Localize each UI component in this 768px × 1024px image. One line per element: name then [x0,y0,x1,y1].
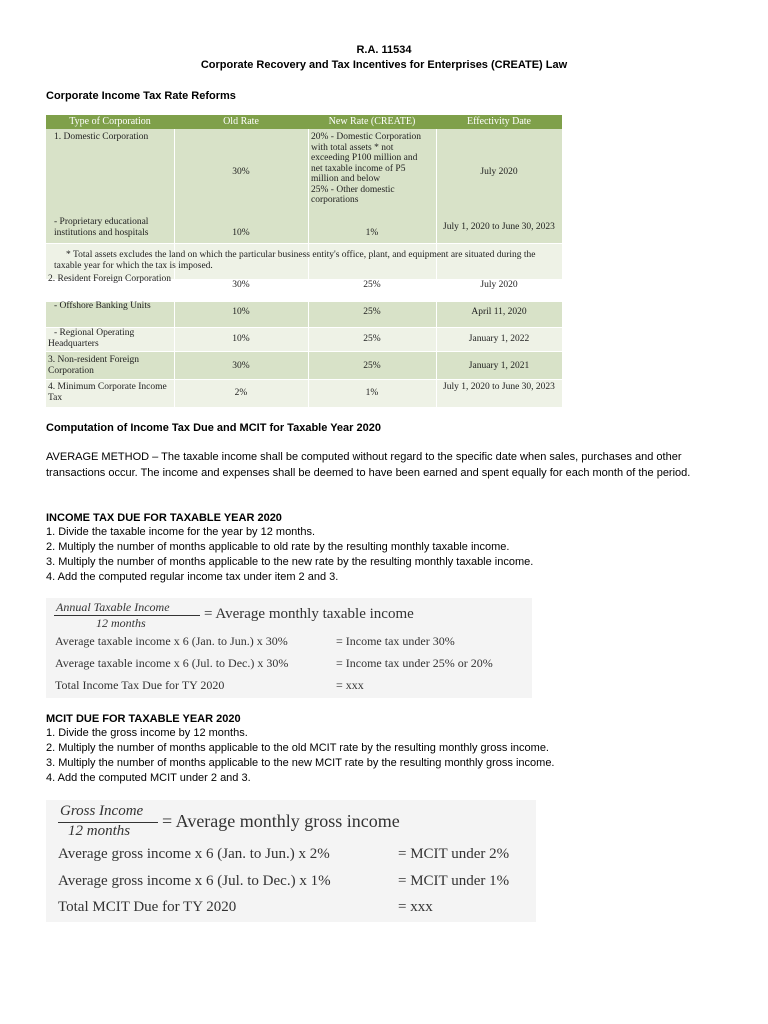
row7-type: 4. Minimum Corporate Income Tax [48,382,167,403]
income-tax-line2-left: Average taxable income x 6 (Jul. to Dec.) x 30% [55,656,289,670]
law-title: Corporate Recovery and Tax Incentives for Enterprises (CREATE) Law [200,59,568,71]
row1-type: 1. Domestic Corporation [54,132,149,142]
col-header-new-label: New Rate (CREATE) [308,115,436,129]
mcit-formula-panel [46,800,536,922]
table-footnote: * Total assets excludes the land on which the particular business entity's office, plant, and equipment are situated during the taxable year for which the tax is imposed. [54,250,536,271]
income-tax-line3-left: Total Income Tax Due for TY 2020 [55,678,225,692]
row1-new: 20% - Domestic Corporation with total assets * not exceeding P100 million and net taxable income of P5 million and below 25% - Other domestic corporations [311,132,422,205]
row5-type: - Regional Operating Headquarters [48,328,135,349]
mcit-fraction-result: = Average monthly gross income [162,811,400,831]
income-tax-line1-left: Average taxable income x 6 (Jan. to Jun.) x 30% [55,634,288,648]
row6-old: 30% [232,361,250,371]
row4-type: - Offshore Banking Units [54,301,151,311]
income-tax-line3-right: = xxx [336,678,364,692]
mcit-title: MCIT DUE FOR TAXABLE YEAR 2020 [46,713,241,725]
income-tax-line2-right: = Income tax under 25% or 20% [336,656,493,670]
row6-date: January 1, 2021 [468,361,530,371]
mcit-step-2: 2. Multiply the number of months applicable to the old MCIT rate by the resulting monthly gross income. [46,742,549,754]
row4-old: 10% [232,307,250,317]
section-title-rate-reforms: Corporate Income Tax Rate Reforms [46,90,236,102]
row3-old: 30% [232,280,250,290]
row2-old: 10% [232,228,250,238]
row4-date: April 11, 2020 [471,307,527,317]
income-tax-step-4: 4. Add the computed regular income tax under item 2 and 3. [46,571,339,583]
mcit-line1-right: = MCIT under 2% [398,846,510,862]
row6-new: 25% [363,361,381,371]
col-header-old-label: Old Rate [174,115,308,129]
mcit-fraction-numerator: Gross Income [60,803,144,819]
mcit-fraction-denominator: 12 months [68,823,131,839]
row3-new: 25% [363,280,381,290]
row2-date: July 1, 2020 to June 30, 2023 [443,222,555,232]
section-title-computation: Computation of Income Tax Due and MCIT for Taxable Year 2020 [46,422,381,434]
mcit-step-1: 1. Divide the gross income by 12 months. [46,727,248,739]
row3-type: 2. Resident Foreign Corporation [48,274,171,284]
income-tax-fraction-numerator: Annual Taxable Income [56,600,170,614]
row7-date: July 1, 2020 to June 30, 2023 [443,382,555,392]
row1-date: July 2020 [480,167,518,177]
row1-old: 30% [232,167,250,177]
row7-old: 2% [234,388,248,398]
income-tax-step-2: 2. Multiply the number of months applicable to old rate by the resulting monthly taxable income. [46,541,510,553]
mcit-line3-left: Total MCIT Due for TY 2020 [58,899,237,915]
income-tax-line1-right: = Income tax under 30% [336,634,455,648]
mcit-step-4: 4. Add the computed MCIT under 2 and 3. [46,772,251,784]
mcit-line1-left: Average gross income x 6 (Jan. to Jun.) x 2% [58,846,330,862]
mcit-step-3: 3. Multiply the number of months applicable to the new MCIT rate by the resulting monthly gross income. [46,757,555,769]
row5-date: January 1, 2022 [468,334,530,344]
income-tax-fraction-denominator: 12 months [96,616,146,630]
mcit-line3-right: = xxx [398,899,433,915]
row6-type: 3. Non-resident Foreign Corporation [48,355,140,376]
col-header-type-label: Type of Corporation [46,115,174,129]
mcit-line2-left: Average gross income x 6 (Jul. to Dec.) x 1% [58,873,331,889]
mcit-line2-right: = MCIT under 1% [398,873,510,889]
income-tax-fraction-result: = Average monthly taxable income [204,606,414,622]
income-tax-step-3: 3. Multiply the number of months applicable to the new rate by the resulting monthly taxable income. [46,556,534,568]
income-tax-step-1: 1. Divide the taxable income for the year by 12 months. [46,526,316,538]
row5-old: 10% [232,334,250,344]
col-header-date-label: Effectivity Date [436,115,562,129]
income-tax-formula-panel [46,598,532,698]
row4-new: 25% [363,307,381,317]
row2-type: - Proprietary educational institutions and hospitals [54,217,149,238]
row3-date: July 2020 [480,280,518,290]
row2-new: 1% [365,228,379,238]
cit-rate-table [46,115,562,407]
law-number: R.A. 11534 [356,44,412,56]
average-method-paragraph: AVERAGE METHOD – The taxable income shall be computed without regard to the specific date when sales, purchases and other transactions occur. The income and expenses shall be deemed to have been earned and spent equally for each month of the period. [46,451,691,479]
income-tax-title: INCOME TAX DUE FOR TAXABLE YEAR 2020 [46,512,282,524]
row5-new: 25% [363,334,381,344]
row7-new: 1% [365,388,379,398]
